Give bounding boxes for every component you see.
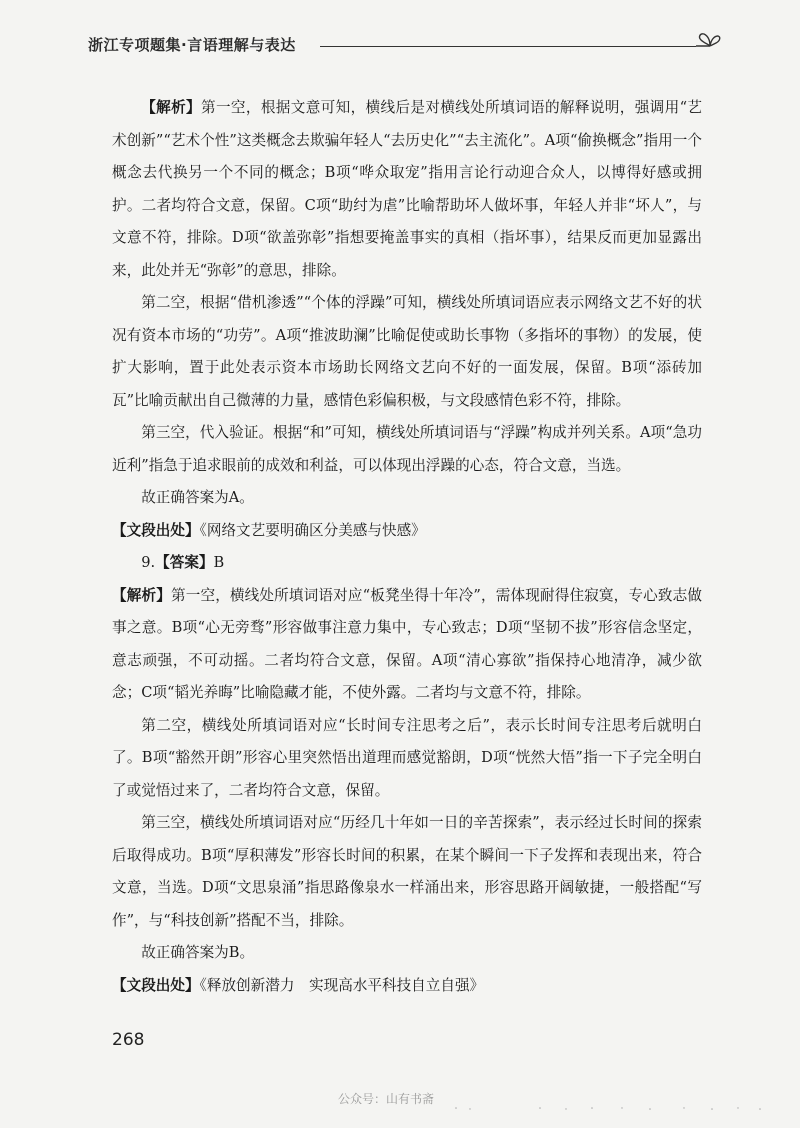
analysis-paragraph-3: 第三空，代入验证。根据“和”可知，横线处所填词语与“浮躁”构成并列关系。A项“急功近利”指急于追求眼前的成效和利益，可以体现出浮躁的心态，符合文意，当选。 [112, 424, 702, 474]
analysis-text: 第一空，横线处所填词语对应“板凳坐得十年冷”，需体现耐得住寂寞，专心致志做事之意。B项“心无旁骛”形容做事注意力集中，专心致志；D项“坚韧不拔”形容信念坚定，意志顽强，不可动摇。二者均符合文意，保留。A项“清心寡欲”指保持心地清净，减少欲念；C项“韬光养晦”比喻隐藏才能，不使外露。二者均与文意不符，排除。 [112, 586, 702, 701]
analysis-text: 第一空，根据文意可知，横线后是对横线处所填词语的解释说明，强调用“艺术创新”“艺术个性”这类概念去欺骗年轻人“去历史化”“去主流化”。A项“偷换概念”指用一个概念去代换另一个不同的概念；B项“哗众取宠”指用言论行动迎合众人，以博得好感或拥护。二者均符合文意，保留。C项“助纣为虐”比喻帮助坏人做坏事，年轻人并非“坏人”，与文意不符，排除。D项“欲盖弥彰”指想要掩盖事实的真相（指坏事），结果反而更加显露出来，此处并无“弥彰”的意思，排除。 [112, 99, 702, 279]
analysis-label: 【解析】 [141, 99, 202, 116]
analysis-paragraph-2: 第二空，根据“借机渗透”“个体的浮躁”可知，横线处所填词语应表示网络文艺不好的状况有资本市场的“功劳”。A项“推波助澜”比喻促使或助长事物（多指坏的事物）的发展，使扩大影响，置于此处表示资本市场助长网络文艺向不好的一面发展，保留。B项“添砖加瓦”比喻贡献出自己微薄的力量，感情色彩偏积极，与文段感情色彩不符，排除。 [112, 294, 702, 409]
source-title: 《网络文艺要明确区分美感与快感》 [199, 521, 426, 539]
header-rule [320, 46, 696, 47]
watermark: 公众号：山有书斋 [338, 1092, 435, 1106]
analysis-paragraph-5: 第二空，横线处所填词语对应“长时间专注思考之后”，表示长时间专注思考后就明白了。B项“豁然开朗”形容心里突然悟出道理而感觉豁朗，D项“恍然大悟”指一下子完全明白了或觉悟过来了，二者均符合文意，保留。 [112, 716, 702, 799]
answer-explanation [112, 92, 702, 1002]
source-title: 《释放创新潜力 实现高水平科技自立自强》 [199, 976, 485, 994]
question-9-answer [112, 547, 702, 580]
source-line [112, 515, 702, 548]
answer-value: B [213, 554, 225, 571]
source-label: 【文段出处】 [112, 976, 200, 994]
analysis-paragraph-6: 第三空，横线处所填词语对应“历经几十年如一日的辛苦探索”，表示经过长时间的探索后取得成功。B项“厚积薄发”形容长时间的积累，在某个瞬间一下子发挥和表现出来，符合文意，当选。D项“文思泉涌”指思路像泉水一样涌出来，形容思路开阔敏捷，一般搭配“写作”，与“科技创新”搭配不当，排除。 [112, 814, 702, 929]
analysis-paragraph-4 [112, 580, 702, 710]
sprout-icon [694, 30, 722, 60]
source-label: 【文段出处】 [112, 521, 200, 539]
running-header [88, 30, 728, 60]
answer-label: 【答案】 [155, 554, 214, 571]
question-number: 9. [141, 554, 156, 571]
answer-line: 故正确答案为A。 [141, 489, 254, 506]
answer-line: 故正确答案为B。 [141, 944, 255, 961]
analysis-paragraph-1 [112, 92, 702, 287]
analysis-label: 【解析】 [112, 586, 171, 604]
book-title: 浙江专项题集·言语理解与表达 [88, 36, 296, 54]
page-number: 268 [112, 1030, 145, 1050]
source-line [112, 970, 702, 1003]
scan-specks [0, 1090, 800, 1120]
